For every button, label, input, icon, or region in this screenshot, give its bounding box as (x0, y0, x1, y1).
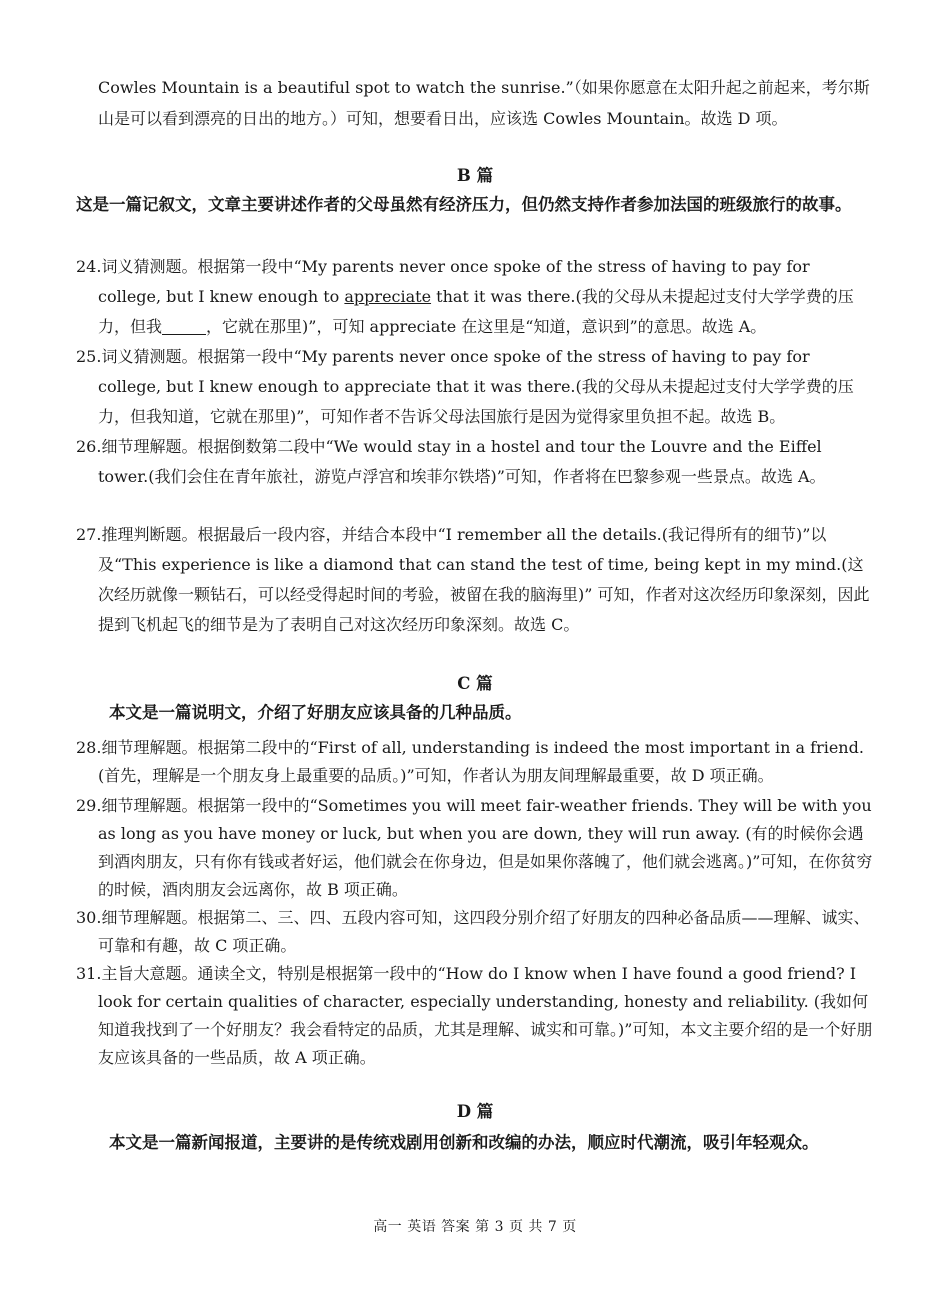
answer-27: 27.推理判断题。根据最后一段内容，并结合本段中“I remember all the details.(我记得所有的细节)”以及“This experience is like a diamond that can stand the test of time, being kept in my mind.(这次经历就像一颗钻石，可以经受得起时间的考验，被留在我的脑海里)” 可知，作者对这次经历印象深刻，因此提到飞机起飞的细节是为了表明自己对这次经历印象深刻。故选 C。 (76, 525, 870, 634)
answer-24-keyword: appreciate (344, 287, 432, 306)
answer-24-text-c: ，它就在那里)”，可知 appreciate 在这里是“知道，意识到”的意思。故选 A。 (206, 317, 767, 336)
answer-24-blank (162, 318, 206, 335)
answer-24 (76, 252, 876, 342)
section-b-title: B 篇 (456, 166, 494, 185)
answer-25: 25.词义猜测题。根据第一段中“My parents never once spoke of the stress of having to pay for college, but I knew enough to appreciate that it was there.(我的父母从未提起过支付大学学费的压力，但我知道，它就在那里)”，可知作者不告诉父母法国旅行是因为觉得家里负担不起。故选 B。 (76, 347, 854, 426)
answer-30: 30.细节理解题。根据第二、三、四、五段内容可知，这四段分别介绍了好朋友的四种必备品质——理解、诚实、可靠和有趣，故 C 项正确。 (76, 908, 870, 955)
page-footer: 高一 英语 答案 第 3 页 共 7 页 (373, 1219, 577, 1235)
section-c-title: C 篇 (457, 674, 493, 693)
answer-24-text-b: that it was there.(我的父母从未提起过支付大学学费的压力，但我 (98, 287, 854, 336)
section-d-title: D 篇 (456, 1102, 494, 1121)
answer-29: 29.细节理解题。根据第一段中的“Sometimes you will meet fair-weather friends. They will be with you as long as you have money or luck, but when you are down, they will run away. (有的时候你会遇到酒肉朋友，只有你有钱或者好运，他们就会在你身边，但是如果你落魄了，他们就会逃离。)”可知，在你贫穷的时候，酒肉朋友会远离你，故 B 项正确。 (76, 796, 873, 899)
section-d-summary: 本文是一篇新闻报道，主要讲的是传统戏剧用创新和改编的办法，顺应时代潮流，吸引年轻观众。 (109, 1133, 819, 1152)
answer-31: 31.主旨大意题。通读全文，特别是根据第一段中的“How do I know when I have found a good friend? I look for certain qualities of character, especially understanding, honesty and reliability. (我如何知道我找到了一个好朋友？我会看特定的品质，尤其是理解、诚实和可靠。)”可知，本文主要介绍的是一个好朋友应该具备的一些品质，故 A 项正确。 (76, 964, 873, 1067)
passage-a-conclusion: Cowles Mountain is a beautiful spot to watch the sunrise.”（如果你愿意在太阳升起之前起来，考尔斯山是可以看到漂亮的日出的地方。）可知，想要看日出，应该选 Cowles Mountain。故选 D 项。 (98, 78, 870, 128)
section-c-summary: 本文是一篇说明文，介绍了好朋友应该具备的几种品质。 (109, 703, 522, 722)
answer-26: 26.细节理解题。根据倒数第二段中“We would stay in a hostel and tour the Louvre and the Eiffel tower.(我们会住在青年旅社，游览卢浮宫和埃菲尔铁塔)”可知，作者将在巴黎参观一些景点。故选 A。 (76, 437, 826, 486)
section-b-summary: 这是一篇记叙文，文章主要讲述作者的父母虽然有经济压力，但仍然支持作者参加法国的班级旅行的故事。 (76, 195, 852, 214)
answer-28: 28.细节理解题。根据第二段中的“First of all, understanding is indeed the most important in a friend. (首先，理解是一个朋友身上最重要的品质。)”可知，作者认为朋友间理解最重要，故 D 项正确。 (76, 738, 864, 785)
answer-24-text-a: 24.词义猜测题。根据第一段中“My parents never once spoke of the stress of having to pay for college, but I knew enough to (76, 257, 810, 306)
